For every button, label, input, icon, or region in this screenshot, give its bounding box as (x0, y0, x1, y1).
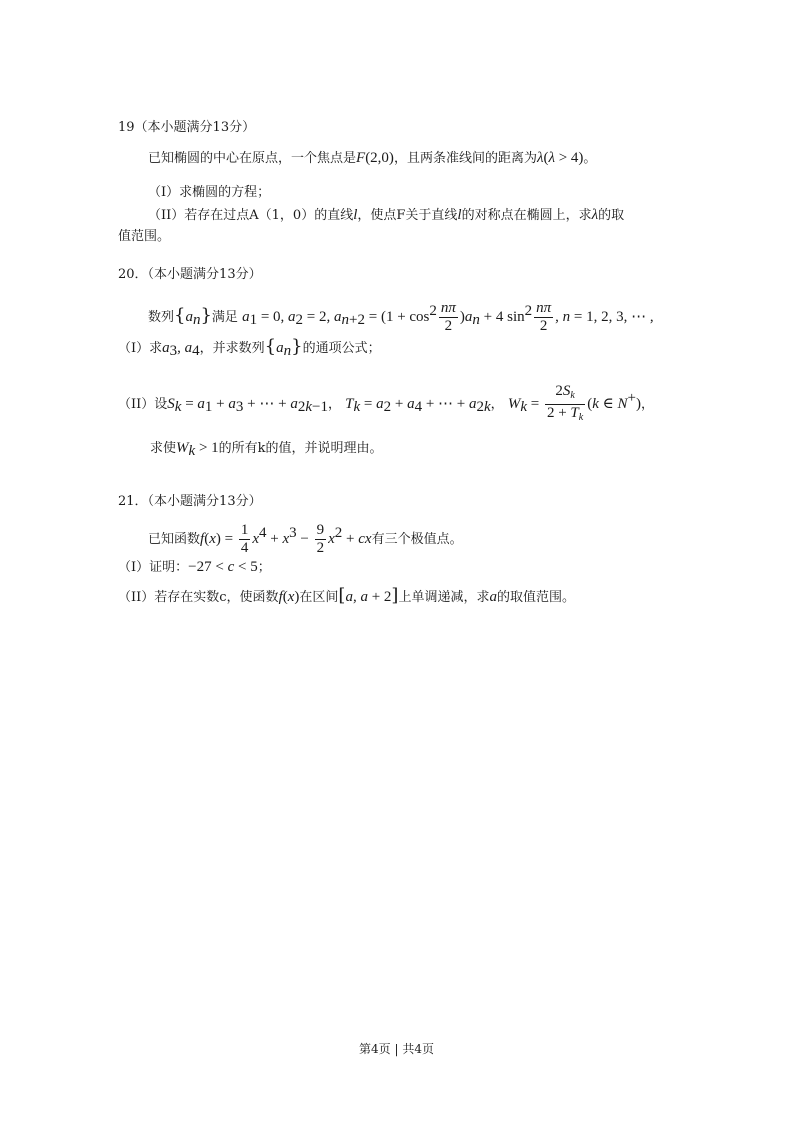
q21-part2-text-2: 在区间 (299, 590, 339, 605)
q21-stem: 已知函数f(x) = $\frac{1}{4}$ $x^4 + x^3$ − $\frac{9}{2}$ $x^2$ + cx有三个极值点。 (148, 522, 463, 556)
q19-part2-text-4: 的取 (598, 208, 625, 223)
q19-part1: （I）求椭圆的方程； (148, 185, 271, 200)
q20-part3-text-1: 求使 (150, 441, 177, 456)
q19-part2: （II）若存在过点A（1，0）的直线l，使点F关于直线l的对称点在椭圆上，求λ的取 (148, 207, 625, 223)
q20-part3: 求使$W_k > 1$的所有k的值，并说明理由。 (150, 440, 383, 459)
q20-part2-text-3: ， (490, 397, 504, 412)
q19-stem: 已知椭圆的中心在原点，一个焦点是F(2,0)，且两条准线间的距离为λ(λ > 4)。 (148, 150, 597, 166)
q19-stem-text-1: 已知椭圆的中心在原点，一个焦点是 (148, 151, 357, 166)
q21-part1-text-2: ； (257, 560, 271, 575)
q20-part2-text-4: ， (640, 397, 654, 412)
q20-part2-text-1: （II）设 (118, 397, 168, 412)
q21-part2-text-3: 上单调递减，求 (398, 590, 490, 605)
q21-part2-text-4: 的取值范围。 (496, 590, 575, 605)
q21-part2: （II）若存在实数c，使函数f(x)在区间[a, a + 2]上单调递减，求a的取值范围。 (118, 585, 575, 606)
q20-part1: （I）求$a_3$, $a_4$，并求数列$\{a_n\}$的通项公式； (118, 336, 381, 359)
q20-part3-text-2: 的所有k的值，并说明理由。 (218, 441, 383, 456)
q20-stem-text-2: 满足 (211, 310, 238, 325)
q20-part1-text-2: ，并求数列 (199, 341, 265, 356)
q20-stem-text-1: 数列 (148, 310, 175, 325)
q19-stem-text-2: ，且两条准线间的距离为 (393, 151, 537, 166)
q19-part2-text-1: （II）若存在过点A（1，0）的直线 (148, 208, 354, 223)
q20-recurrence-formula: a (242, 309, 250, 325)
q19-stem-text-3: 。 (583, 151, 597, 166)
q21-header: 21．（本小题满分13分） (118, 494, 262, 509)
q21-part1: （I）证明：−27 < c < 5； (118, 559, 271, 575)
q20-part2-text-2: ， (327, 397, 341, 412)
q19-lambda-formula: λ (536, 150, 544, 166)
q20-part2: （II）设$S_k = a_1 + a_3$ + ⋯ + $a_{2k-1}$， $T_k = a_2 + a_4$ + ⋯ + $a_{2k}$， $W_k$ = $\frac{2S_k}{2 + T_k}$ (k ∈ N+)， (118, 383, 654, 423)
q21-stem-text-2: 有三个极值点。 (371, 532, 463, 547)
q19-part2-text-3: 的对称点在椭圆上，求 (461, 208, 592, 223)
q21-part2-text-1: （II）若存在实数c，使函数 (118, 590, 279, 605)
q19-part2-wrap: 值范围。 (118, 229, 171, 244)
q20-part1-text-3: 的通项公式； (302, 341, 381, 356)
q20-part1-text-1: （I）求 (118, 341, 163, 356)
q21-stem-text-1: 已知函数 (148, 532, 201, 547)
q20-stem: 数列$\{a_n\}$满足 $a_1 = 0$, $a_2 = 2$, $a_{n+2} = (1 + \cos^2$ $\frac{n\pi}{2}$ )$a_n + 4$ $\sin^2$ $\frac{n\pi}{2}$ , n = 1, 2, 3, ⋯ , (148, 300, 654, 334)
q19-part2-text-2: ，使点F关于直线 (357, 208, 458, 223)
q19-focus-formula: F (356, 150, 366, 166)
q19-header: 19（本小题满分13分） (118, 120, 256, 135)
q21-part1-text-1: （I）证明： (118, 560, 189, 575)
q20-header: 20．（本小题满分13分） (118, 267, 262, 282)
page-footer: 第4页 | 共4页 (359, 1042, 434, 1056)
